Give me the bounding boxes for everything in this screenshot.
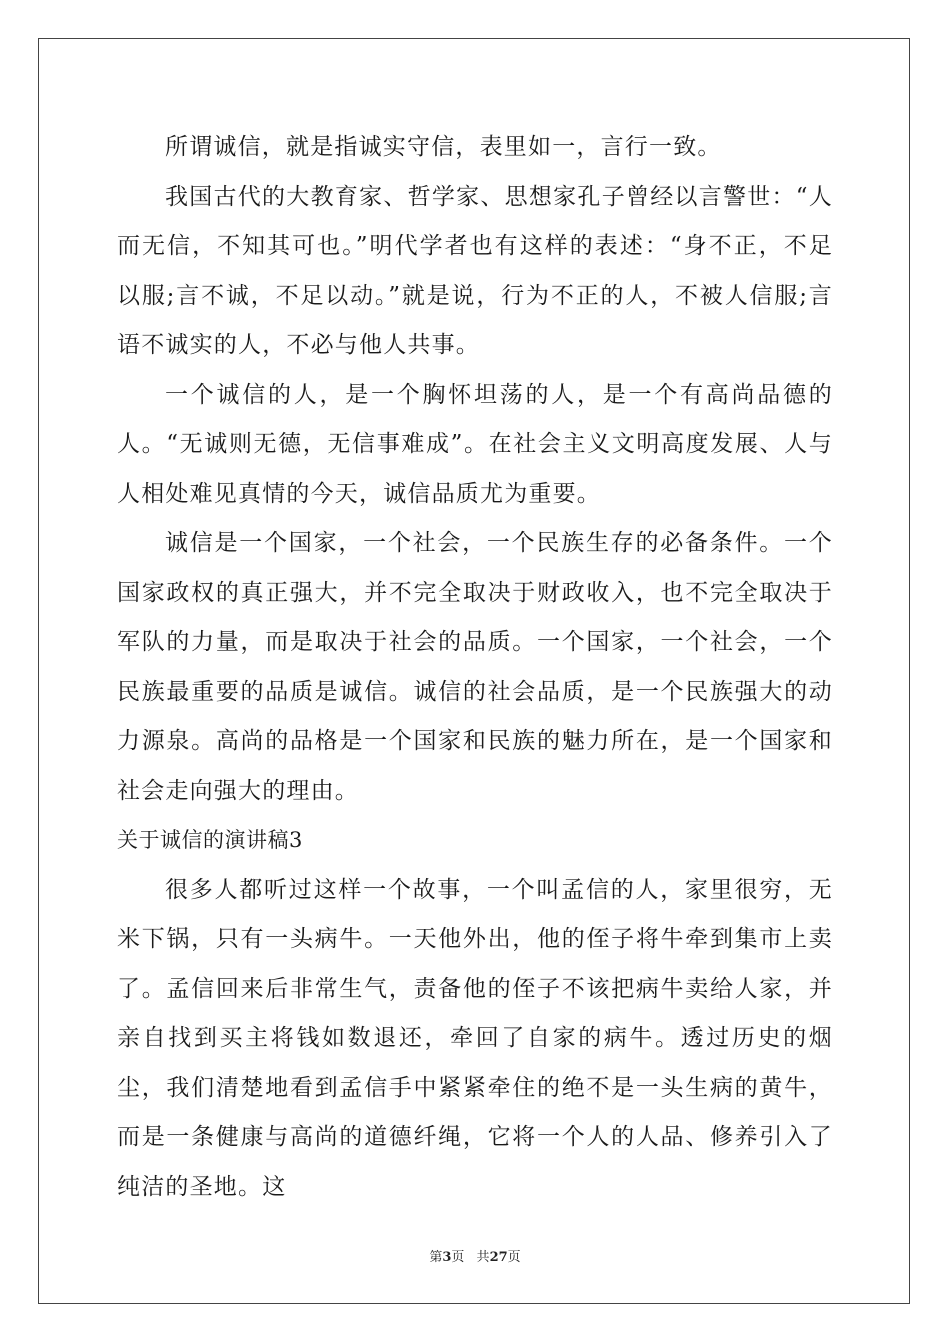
paragraph-4: 诚信是一个国家，一个社会，一个民族生存的必备条件。一个国家政权的真正强大，并不完全取决于财政收入，也不完全取决于军队的力量，而是取决于社会的品质。一个国家，一个社会，一个民族最重要的品质是诚信。诚信的社会品质，是一个民族强大的动力源泉。高尚的品格是一个国家和民族的魅力所在，是一个国家和社会走向强大的理由。 — [117, 530, 833, 804]
page-prefix: 第 — [429, 1250, 443, 1265]
total-suffix: 页 — [507, 1250, 521, 1265]
page-number: 3 — [442, 1250, 452, 1265]
section-heading: 关于诚信的演讲稿3 — [117, 828, 303, 852]
total-prefix: 共 — [476, 1250, 490, 1265]
page-suffix: 页 — [451, 1250, 465, 1265]
document-body — [117, 123, 833, 1212]
page-footer — [0, 1246, 950, 1265]
paragraph-1: 所谓诚信，就是指诚实守信，表里如一，言行一致。 — [165, 134, 722, 160]
total-indicator — [477, 1250, 521, 1265]
page-indicator — [429, 1250, 464, 1265]
total-pages: 27 — [489, 1250, 508, 1265]
paragraph-5: 很多人都听过这样一个故事，一个叫孟信的人，家里很穷，无米下锅，只有一头病牛。一天他外出，他的侄子将牛牵到集市上卖了。孟信回来后非常生气，责备他的侄子不该把病牛卖给人家，并亲自找到买主将钱如数退还，牵回了自家的病牛。透过历史的烟尘，我们清楚地看到孟信手中紧紧牵住的绝不是一头生病的黄牛，而是一条健康与高尚的道德纤绳，它将一个人的人品、修养引入了纯洁的圣地。这 — [117, 876, 833, 1200]
paragraph-2: 我国古代的大教育家、哲学家、思想家孔子曾经以言警世：“人而无信，不知其可也。”明代学者也有这样的表述：“身不正，不足以服;言不诚，不足以动。”就是说，行为不正的人，不被人信服;言语不诚实的人，不必与他人共事。 — [117, 183, 833, 358]
paragraph-3: 一个诚信的人，是一个胸怀坦荡的人，是一个有高尚品德的人。“无诚则无德，无信事难成”。在社会主义文明高度发展、人与人相处难见真情的今天，诚信品质尤为重要。 — [117, 381, 833, 507]
